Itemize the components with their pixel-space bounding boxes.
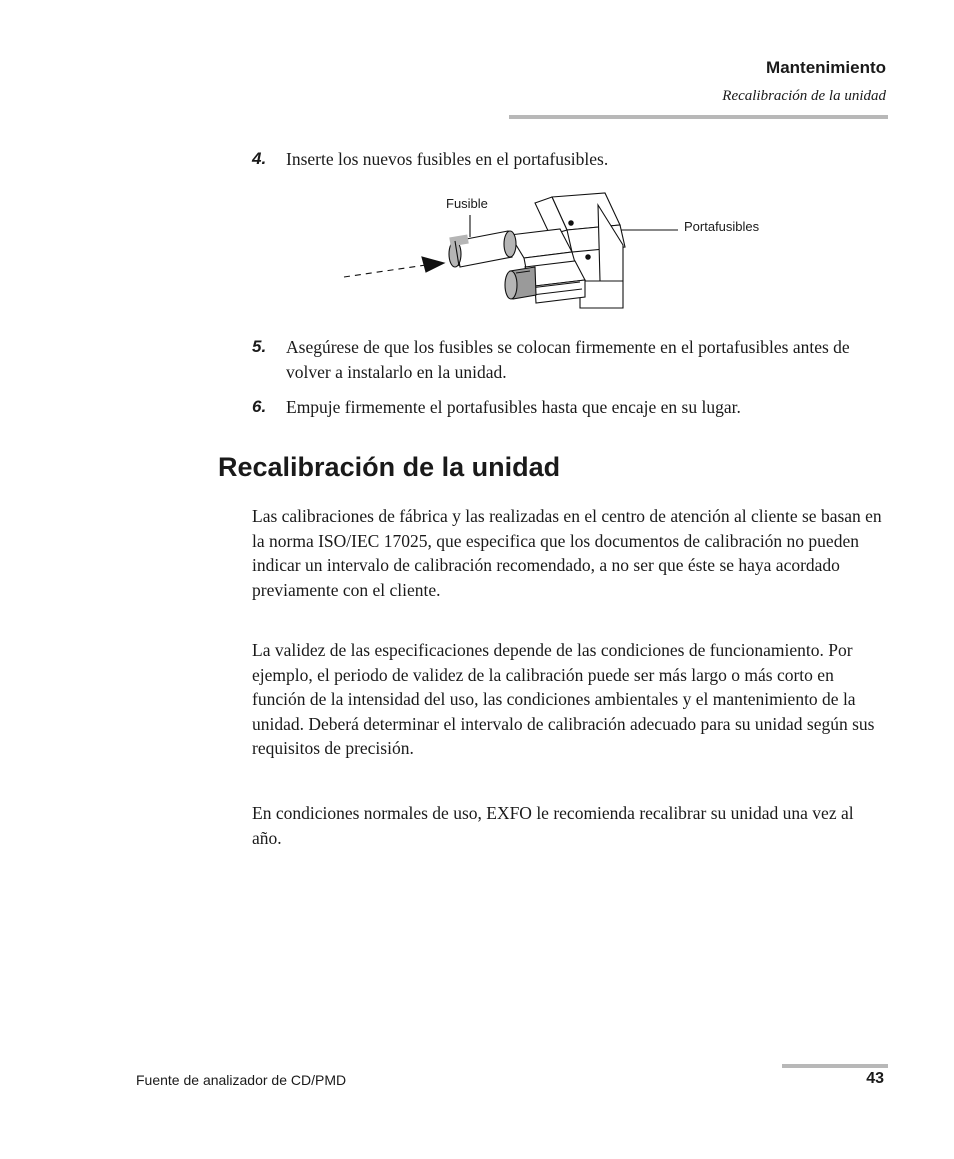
step-number: 5. [252,337,267,356]
header-divider [509,115,888,119]
paragraph-validity: La validez de las especificaciones depende de las condiciones de funcionamiento. Por ejemplo, el periodo de validez de la calibración puede ser más largo o más corto en función de la intensidad del uso, las condiciones ambientales y el mantenimiento de la unidad. Deberá determinar el intervalo de calibración adecuado para su unidad según sus requisitos de precisión. [252,640,875,758]
insertion-path-line [344,265,426,277]
fuse-label: Fusible [446,196,488,211]
step-text: Inserte los nuevos fusibles en el portafusibles. [286,149,609,169]
running-header-section: Mantenimiento [766,58,886,77]
running-header-subsection: Recalibración de la unidad [722,88,886,104]
step-number: 4. [252,149,267,168]
arrow-head-icon [422,257,444,272]
step-text: Asegúrese de que los fusibles se colocan firmemente en el portafusibles antes de volver a instalarlo en la unidad. [286,337,850,382]
step-4 [252,147,862,172]
fuse-cap-right [504,231,516,257]
step-text: Empuje firmemente el portafusibles hasta que encaje en su lugar. [286,397,741,417]
section-heading: Recalibración de la unidad [218,452,561,482]
fuse-holder-label: Portafusibles [684,219,760,234]
paragraph-calibration-standard: Las calibraciones de fábrica y las realizadas en el centro de atención al cliente se basan en la norma ISO/IEC 17025, que especifica que los documentos de calibración no pueden indicar un intervalo de calibración recomendado, a no ser que éste se haya acordado previamente con el cliente. [252,506,882,600]
paragraph-recommendation: En condiciones normales de uso, EXFO le recomienda recalibrar su unidad una vez al año. [252,803,854,848]
footer-document-title: Fuente de analizador de CD/PMD [136,1072,347,1088]
step-5 [252,335,862,384]
step-6 [252,395,862,420]
seated-fuse-cap [505,271,517,299]
fuse-holder-diagram [330,185,790,315]
fuse-holder-illustration [330,185,790,315]
footer-divider [782,1064,888,1068]
step-number: 6. [252,397,267,416]
page-number: 43 [866,1070,884,1087]
